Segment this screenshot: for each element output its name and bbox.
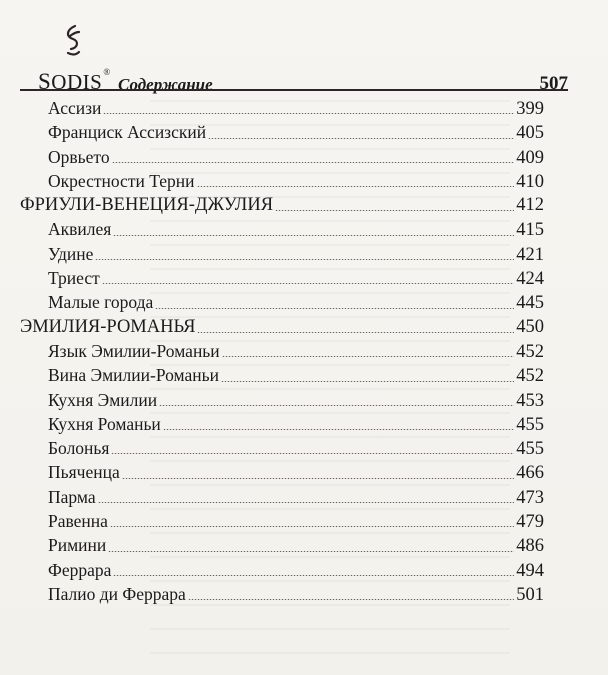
- toc-entry: [20, 290, 544, 314]
- toc-entry-page: 450: [516, 316, 544, 337]
- toc-entry: [20, 363, 544, 387]
- toc-entry: [20, 169, 544, 193]
- toc-entry: [20, 509, 544, 533]
- toc-dot-leader: [163, 429, 514, 430]
- toc-entry: [20, 412, 544, 436]
- toc-entry-title: Язык Эмилии-Романьи: [48, 340, 220, 361]
- toc-dot-leader: [159, 405, 514, 406]
- toc-entry-page: 473: [516, 487, 544, 508]
- toc-entry: [20, 339, 544, 363]
- toc-entry-page: 501: [516, 584, 544, 605]
- toc-entry-page: 445: [516, 293, 544, 314]
- toc-entry: [20, 217, 544, 241]
- toc-entry-title: Ассизи: [48, 98, 102, 118]
- toc-entry-page: 399: [516, 99, 544, 119]
- toc-dot-leader: [197, 332, 514, 333]
- toc-entry: [20, 266, 544, 290]
- toc-entry-page: 405: [516, 123, 544, 144]
- toc-entry-page: 452: [516, 341, 544, 362]
- toc-dot-leader: [188, 599, 514, 600]
- page-header: [18, 20, 568, 94]
- section-title: Содержание: [118, 75, 213, 94]
- toc-entry-title: Франциск Ассизский: [48, 122, 207, 143]
- sodis-logo-text: SODIS®: [38, 67, 111, 94]
- toc-entry-title: Феррара: [48, 559, 112, 580]
- toc-entry-title: Кухня Романьи: [48, 413, 161, 434]
- toc-entry-title: Окрестности Терни: [48, 170, 195, 191]
- toc-entry-title: ФРИУЛИ-ВЕНЕЦИЯ-ДЖУЛИЯ: [20, 195, 274, 216]
- toc-dot-leader: [110, 526, 514, 527]
- toc-entry-page: 466: [516, 463, 544, 484]
- toc-dot-leader: [155, 308, 514, 309]
- toc-dot-leader: [95, 259, 514, 260]
- toc-dot-leader: [222, 356, 515, 357]
- toc-entry-title: Болонья: [48, 438, 110, 459]
- toc-entry: [20, 145, 544, 169]
- toc-entry: [20, 460, 544, 484]
- toc-entry-page: 415: [516, 220, 544, 241]
- toc-entry-page: 455: [516, 439, 544, 460]
- toc-dot-leader: [98, 502, 515, 503]
- toc-dot-leader: [102, 283, 514, 284]
- toc-section-entry: [20, 315, 544, 339]
- page-number: 507: [539, 73, 568, 94]
- toc-dot-leader: [111, 453, 514, 454]
- toc-entry-page: 424: [516, 269, 544, 290]
- toc-entry: [20, 388, 544, 412]
- toc-entry: [20, 96, 544, 120]
- toc-entry-title: Малые города: [48, 292, 154, 313]
- toc-entry-title: Пьяченца: [48, 462, 120, 483]
- toc-entry: [20, 485, 544, 509]
- toc-entry-title: Римини: [48, 535, 107, 556]
- header-divider: [20, 89, 568, 91]
- toc-entry-page: 410: [516, 171, 544, 192]
- toc-entry-page: 494: [516, 560, 544, 581]
- toc-entry: [20, 558, 544, 582]
- toc-entry-title: Аквилея: [48, 219, 112, 240]
- toc-dot-leader: [221, 381, 514, 382]
- toc-dot-leader: [113, 235, 514, 236]
- toc-entry: [20, 582, 544, 606]
- table-of-contents: [20, 96, 544, 606]
- toc-entry-page: 412: [516, 195, 544, 216]
- toc-entry-title: Удине: [48, 243, 94, 264]
- toc-dot-leader: [112, 162, 515, 163]
- toc-dot-leader: [103, 113, 514, 114]
- toc-dot-leader: [108, 551, 514, 552]
- toc-entry-title: Триест: [48, 268, 100, 289]
- toc-entry-title: Кухня Эмилии: [48, 389, 158, 410]
- toc-entry-title: Равенна: [48, 511, 108, 532]
- toc-entry-title: ЭМИЛИЯ-РОМАНЬЯ: [20, 316, 196, 337]
- toc-entry-title: Парма: [48, 486, 96, 507]
- toc-entry-page: 453: [516, 390, 544, 411]
- toc-entry-page: 421: [516, 244, 544, 265]
- toc-entry: [20, 242, 544, 266]
- toc-dot-leader: [122, 478, 515, 479]
- toc-section-entry: [20, 193, 544, 217]
- toc-dot-leader: [197, 186, 515, 187]
- toc-entry-title: Вина Эмилии-Романьи: [48, 365, 219, 386]
- toc-entry-page: 486: [516, 536, 544, 557]
- toc-entry: [20, 120, 544, 144]
- toc-entry-title: Орвьето: [48, 146, 110, 167]
- toc-entry-page: 479: [516, 512, 544, 533]
- toc-dot-leader: [113, 575, 514, 576]
- toc-entry-page: 455: [516, 414, 544, 435]
- toc-entry-title: Палио ди Феррара: [48, 583, 186, 604]
- toc-entry: [20, 533, 544, 557]
- toc-dot-leader: [208, 138, 514, 139]
- sodis-swirl-logo-icon: [62, 24, 84, 60]
- toc-entry: [20, 436, 544, 460]
- toc-dot-leader: [275, 210, 514, 211]
- toc-entry-page: 452: [516, 366, 544, 387]
- toc-entry-page: 409: [516, 147, 544, 168]
